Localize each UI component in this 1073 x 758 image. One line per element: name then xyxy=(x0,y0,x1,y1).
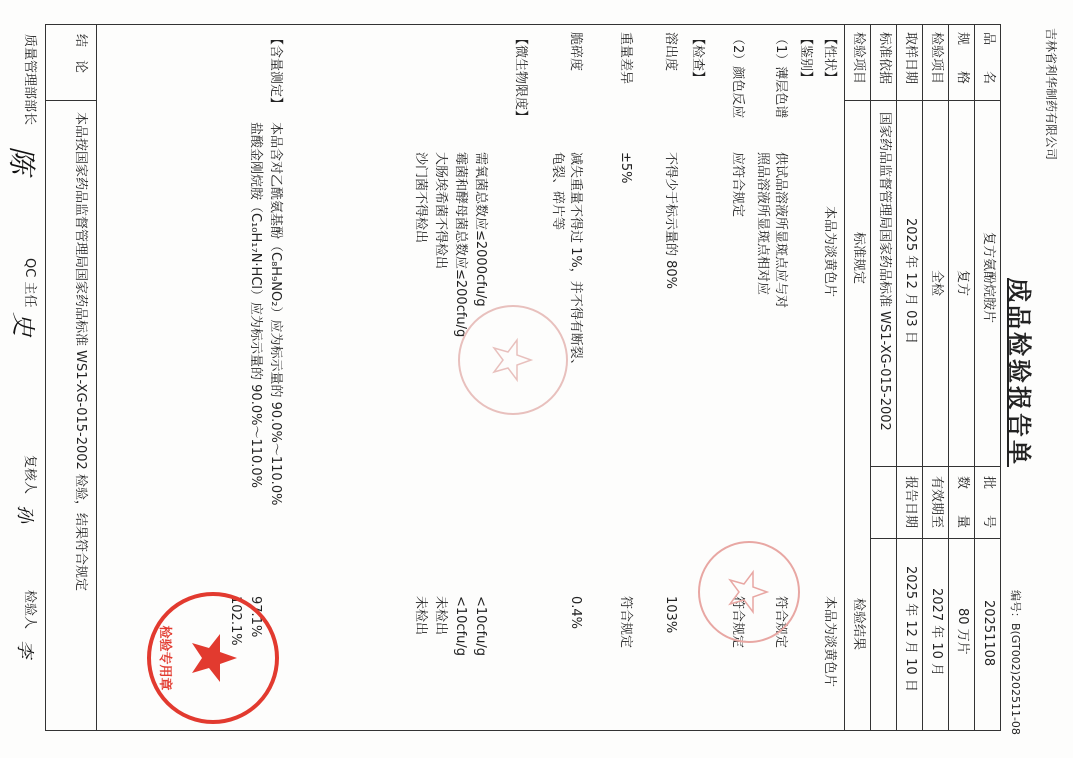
spec-label: 规 格 xyxy=(955,32,970,85)
qa-manager-signature: 陈 xyxy=(5,146,38,175)
product-name-label: 品 名 xyxy=(981,32,996,85)
row-result: 符合规定 xyxy=(618,596,633,649)
quantity-label: 数 量 xyxy=(955,476,970,529)
column-item: 检验项目 xyxy=(851,32,866,85)
qc-signature: 史 xyxy=(9,312,37,336)
row-standard: 减失重量不得过 1%，并不得有断裂、 xyxy=(568,152,583,372)
row-item: 【检查】 xyxy=(690,32,705,85)
table-border-left xyxy=(45,24,1001,25)
row-result: 103% xyxy=(663,596,678,634)
row-item: 脆碎度 xyxy=(568,32,583,72)
row-item: （2）颜色反应 xyxy=(730,32,745,119)
row-standard: 沙门菌不得检出 xyxy=(413,152,428,244)
row-standard-line2: 龟裂、碎片等 xyxy=(550,152,565,231)
row-result: 本品为淡黄色片 xyxy=(822,596,837,688)
row-item: （1）薄层色谱 xyxy=(773,32,788,119)
row-result: 未检出 xyxy=(433,596,448,636)
qc-label: QC 主任 xyxy=(22,258,37,308)
conclusion-label: 结 论 xyxy=(73,34,88,74)
standard-basis-value: 国家药品监督管理局国家药品标准 WS1-XG-015-2002 xyxy=(877,112,892,431)
faint-stamp xyxy=(453,300,573,420)
row-standard: 不得少于标示量的 80% xyxy=(663,152,678,290)
row-standard: 供试品溶液所显斑点应与对 xyxy=(773,152,788,309)
row-item: 【性状】 xyxy=(822,32,837,85)
product-name-value: 复方氨酚烷胺片 xyxy=(981,232,996,324)
row-standard: 需氧菌总数应≤2000cfu/g xyxy=(473,152,488,307)
assay-text-1: 本品含对乙酰氨基酚（C₈H₉NO₂）应为标示量的 90.0%～110.0% xyxy=(268,122,283,506)
row-item: 溶出度 xyxy=(663,32,678,72)
column-standard: 标准规定 xyxy=(851,232,866,285)
conclusion-text: 本品按国家药品监督管理局国家药品标准 WS1-XG-015-2002 检验，结果符合规定 xyxy=(73,112,88,591)
quantity-value: 80 万片 xyxy=(955,608,970,655)
row-item: 【微生物限度】 xyxy=(513,32,528,124)
test-items-value: 全检 xyxy=(929,270,944,297)
inspection-stamp xyxy=(143,588,283,728)
standard-basis-label: 标准依据 xyxy=(877,32,892,85)
row-item: 【鉴别】 xyxy=(798,32,813,85)
assay-text-2: 盐酸金刚烷胺（C₁₀H₁₇N·HCl）应为标示量的 90.0%～110.0% xyxy=(248,122,263,489)
row-standard: 应符合规定 xyxy=(730,152,745,218)
sampling-date-label: 取样日期 xyxy=(903,32,918,85)
batch-value: 20251108 xyxy=(981,600,996,667)
row-item: 重量差异 xyxy=(618,32,633,85)
svg-text:检验专用章: 检验专用章 xyxy=(157,625,172,691)
sampling-date-value: 2025 年 12 月 03 日 xyxy=(903,218,918,344)
row-result: <10cfu/g xyxy=(473,596,488,657)
row-result: 0.4% xyxy=(568,596,583,630)
row-standard: 大肠埃希菌不得检出 xyxy=(433,152,448,270)
row-standard: ±5% xyxy=(618,152,633,184)
test-items-label: 检验项目 xyxy=(929,32,944,85)
spec-value: 复方 xyxy=(955,270,970,297)
faint-stamp xyxy=(693,536,805,648)
row-result: <10cfu/g xyxy=(453,596,468,657)
inspector-label: 检验人 xyxy=(22,590,37,630)
column-result: 检验结果 xyxy=(851,598,866,651)
inspector-signature: 李 xyxy=(14,640,35,658)
expiry-value: 2027 年 10 月 xyxy=(929,588,944,677)
batch-label: 批 号 xyxy=(981,476,996,529)
assay-result-2: 102.1% xyxy=(228,596,243,646)
row-result: 符合规定 xyxy=(773,596,788,649)
row-standard: 本品为淡黄色片 xyxy=(822,206,837,298)
reviewer-signature: 孙 xyxy=(14,505,35,523)
row-result: 未检出 xyxy=(413,596,428,636)
company-name: 吉林省利华制药有限公司 xyxy=(1044,28,1058,161)
row-standard: 霉菌和酵母菌总数应≤200cfu/g xyxy=(453,152,468,338)
assay-label: 【含量测定】 xyxy=(268,32,283,111)
qa-manager-label: 质量管理部部长 xyxy=(22,34,37,126)
report-date-label: 报告日期 xyxy=(903,476,918,529)
reviewer-label: 复核人 xyxy=(22,455,37,495)
expiry-label: 有效期至 xyxy=(929,476,944,529)
table-border-bottom xyxy=(45,24,46,731)
report-date-value: 2025 年 12 月 10 日 xyxy=(903,566,918,692)
table-border-right xyxy=(45,730,1001,731)
row-result: 符合规定 xyxy=(730,596,745,649)
report-title: 成品检验报告单 xyxy=(1005,278,1034,467)
assay-result-1: 97.1% xyxy=(248,596,263,638)
serial-number: 编号：B(GT002)202511-08 xyxy=(1009,590,1022,735)
table-border-top xyxy=(1000,24,1001,731)
row-standard-line2: 照品溶液所显斑点相对应 xyxy=(755,152,770,296)
